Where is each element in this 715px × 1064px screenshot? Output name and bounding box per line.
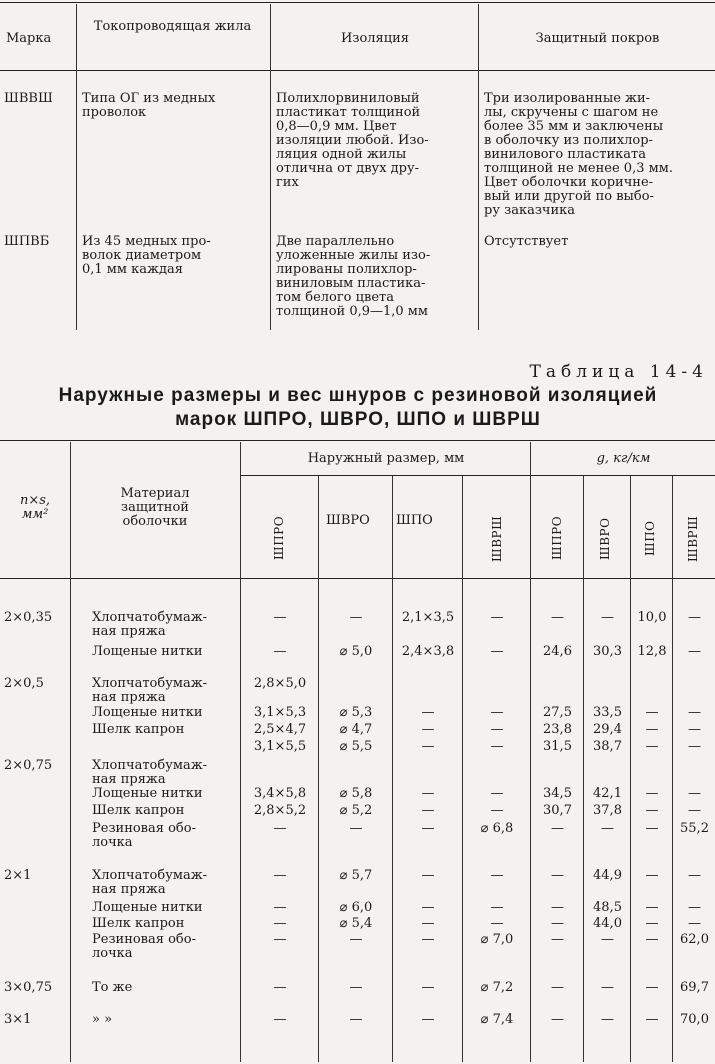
cell-value: —	[645, 739, 659, 754]
cell-value: ⌀ 7,4	[480, 1012, 514, 1027]
cell-value: 10,0	[637, 610, 667, 625]
cell-value: —	[645, 900, 659, 915]
cell-value: —	[421, 821, 435, 836]
cell-value: ⌀ 5,0	[339, 644, 373, 659]
col-divider	[392, 476, 393, 1062]
cell-value: —	[421, 1012, 435, 1027]
cell-value: —	[490, 739, 504, 754]
table-1-header-rule	[0, 70, 715, 71]
cell-value: ⌀ 6,8	[480, 821, 514, 836]
cell-material: Хлопчатобумаж- ная пряжа	[92, 676, 208, 705]
table-1-col-divider	[478, 4, 479, 330]
cell-material: Шелк капрон	[92, 803, 185, 818]
table-1-col-divider	[270, 4, 271, 330]
cell-value: —	[273, 1012, 287, 1027]
cell-value: —	[273, 644, 287, 659]
cell-ns: 2×0,5	[4, 676, 44, 691]
header-weight: g, кг/км	[596, 451, 651, 466]
cell-value: ⌀ 7,0	[480, 932, 514, 947]
cell-value: 30,3	[593, 644, 622, 659]
cell-value: —	[645, 786, 659, 801]
cell-value: —	[421, 705, 435, 720]
weight-col-shvrsh: ШВРШ	[686, 515, 700, 562]
row-mark: ШВВШ	[4, 91, 53, 106]
cell-value: —	[421, 900, 435, 915]
cell-material: Шелк капрон	[92, 916, 185, 931]
cell-value: —	[688, 916, 701, 931]
cell-value: 34,5	[543, 786, 572, 801]
cell-value: —	[688, 868, 701, 883]
cell-value: ⌀ 5,3	[339, 705, 373, 720]
cell-value: —	[273, 821, 287, 836]
cell-value: —	[490, 868, 504, 883]
cell-value: 2,1×3,5	[401, 610, 455, 625]
cell-value: —	[421, 916, 435, 931]
cell-value: —	[273, 610, 287, 625]
cell-value: 55,2	[680, 821, 709, 836]
cell-value: 12,8	[637, 644, 667, 659]
table-2-top-rule	[0, 440, 715, 441]
header-ns: n×s, мм²	[19, 493, 51, 522]
table-1-top-rule	[0, 2, 715, 3]
cell-value: —	[645, 980, 659, 995]
cell-material: То же	[92, 980, 133, 995]
cell-value: —	[645, 803, 659, 818]
table-1-col-divider	[76, 4, 77, 330]
cell-value: 31,5	[543, 739, 572, 754]
cell-value: —	[421, 980, 435, 995]
cell-value: 70,0	[680, 1012, 709, 1027]
cell-value: —	[490, 900, 504, 915]
cell-value: ⌀ 4,7	[339, 722, 373, 737]
cell-value: —	[490, 644, 504, 659]
cell-material: Резиновая обо- лочка	[92, 932, 196, 961]
row-insulation: Полихлорвиниловый пластикат толщиной 0,8—0,9 мм. Цвет изоляции любой. Изо- ляция одной жилы отлична от двух дру- гих	[276, 91, 429, 190]
cell-value: —	[688, 803, 701, 818]
weight-col-shpo: ШПО	[643, 520, 657, 556]
cell-material: Резиновая обо- лочка	[92, 821, 196, 850]
table-title-line-1: Наружные размеры и вес шнуров с резиновой изоляцией	[58, 385, 658, 406]
cell-value: —	[490, 610, 504, 625]
cell-value: 62,0	[680, 932, 709, 947]
cell-value: —	[601, 932, 614, 947]
cell-value: ⌀ 5,5	[339, 739, 373, 754]
cell-value: —	[551, 980, 564, 995]
cell-value: —	[551, 868, 564, 883]
col-divider	[583, 476, 584, 1062]
col-divider	[630, 476, 631, 1062]
cell-value: —	[421, 803, 435, 818]
cell-value: —	[421, 722, 435, 737]
header-cover: Защитный покров	[535, 31, 660, 46]
size-col-shvro: ШВРО	[326, 513, 370, 528]
cell-value: —	[551, 610, 564, 625]
header-conductor: Токопроводящая жила	[93, 19, 252, 34]
cell-ns: 2×1	[4, 868, 32, 883]
cell-value: —	[349, 1012, 363, 1027]
cell-value: —	[645, 868, 659, 883]
cell-value: ⌀ 6,0	[339, 900, 373, 915]
cell-value: 2,5×4,7	[253, 722, 307, 737]
table-2-header-rule	[0, 578, 715, 579]
cell-value: —	[421, 868, 435, 883]
cell-ns: 3×0,75	[4, 980, 53, 995]
cell-material: Лощеные нитки	[92, 705, 203, 720]
cell-value: —	[551, 932, 564, 947]
cell-value: —	[490, 705, 504, 720]
cell-material: Хлопчатобумаж- ная пряжа	[92, 610, 208, 639]
cell-material: Лощеные нитки	[92, 900, 203, 915]
cell-value: 29,4	[593, 722, 622, 737]
cell-value: —	[688, 644, 701, 659]
size-col-shpro: ШПРО	[272, 515, 286, 560]
cell-value: 37,8	[593, 803, 622, 818]
cell-value: —	[490, 803, 504, 818]
cell-material: Хлопчатобумаж- ная пряжа	[92, 758, 208, 787]
header-material: Материал защитной оболочки	[120, 486, 190, 529]
cell-value: —	[551, 900, 564, 915]
cell-value: —	[490, 916, 504, 931]
cell-value: —	[645, 821, 659, 836]
cell-material: Хлопчатобумаж- ная пряжа	[92, 868, 208, 897]
cell-value: —	[349, 980, 363, 995]
cell-value: —	[551, 1012, 564, 1027]
col-divider	[462, 476, 463, 1062]
size-col-shvrsh: ШВРШ	[490, 515, 504, 562]
cell-value: 3,1×5,3	[253, 705, 307, 720]
cell-value: —	[688, 610, 701, 625]
cell-value: 48,5	[593, 900, 622, 915]
cell-value: —	[645, 722, 659, 737]
header-insulation: Изоляция	[341, 31, 409, 46]
cell-value: 42,1	[593, 786, 622, 801]
cell-material: Лощеные нитки	[92, 644, 203, 659]
table-caption: Таблица 14-4	[529, 362, 708, 382]
cell-value: ⌀ 5,7	[339, 868, 373, 883]
row-cover: Три изолированные жи- лы, скручены с шагом не более 35 мм и заключены в оболочку из полихлор- винилового пластиката толщиной не менее 0,3 мм. Цвет оболочки коричне- вый или другой по выбо- ру заказчика	[484, 91, 673, 218]
cell-material: Лощеные нитки	[92, 786, 203, 801]
cell-value: 2,8×5,2	[253, 803, 307, 818]
cell-value: —	[688, 786, 701, 801]
cell-value: —	[490, 722, 504, 737]
row-insulation: Две параллельно уложенные жилы изо- лированы полихлор- виниловым пластика- том белого цвета толщиной 0,9—1,0 мм	[276, 234, 431, 319]
cell-value: —	[273, 868, 287, 883]
cell-value: 3,4×5,8	[253, 786, 307, 801]
row-mark: ШПВБ	[4, 234, 50, 249]
cell-value: —	[645, 705, 659, 720]
cell-value: —	[601, 980, 614, 995]
cell-value: —	[273, 980, 287, 995]
cell-value: —	[421, 786, 435, 801]
cell-value: ⌀ 5,8	[339, 786, 373, 801]
cell-value: 69,7	[680, 980, 709, 995]
size-col-shpo: ШПО	[396, 513, 433, 528]
cell-value: ⌀ 5,4	[339, 916, 373, 931]
row-conductor: Типа ОГ из медных проволок	[82, 91, 216, 120]
cell-value: 3,1×5,5	[253, 739, 307, 754]
weight-col-shvro: ШВРО	[598, 517, 612, 560]
col-divider	[240, 442, 241, 1062]
cell-value: —	[349, 821, 363, 836]
weight-col-shpro: ШПРО	[550, 515, 564, 560]
cell-value: —	[601, 1012, 614, 1027]
cell-value: —	[349, 610, 363, 625]
cell-value: —	[349, 932, 363, 947]
cell-value: 30,7	[543, 803, 572, 818]
cell-value: —	[601, 821, 614, 836]
row-cover: Отсутствует	[484, 234, 569, 249]
header-mark: Марка	[6, 31, 52, 46]
col-divider	[530, 442, 531, 1062]
table-title-line-2: марок ШПРО, ШВРО, ШПО и ШВРШ	[175, 409, 541, 430]
cell-value: —	[551, 821, 564, 836]
cell-value: —	[601, 610, 614, 625]
cell-material: Шелк капрон	[92, 722, 185, 737]
cell-value: —	[421, 739, 435, 754]
cell-value: 2,8×5,0	[253, 676, 307, 691]
cell-value: —	[645, 1012, 659, 1027]
cell-ns: 3×1	[4, 1012, 32, 1027]
cell-value: 44,0	[593, 916, 622, 931]
cell-ns: 2×0,35	[4, 610, 53, 625]
cell-value: 2,4×3,8	[401, 644, 455, 659]
cell-value: —	[273, 900, 287, 915]
cell-value: 24,6	[543, 644, 572, 659]
cell-value: ⌀ 7,2	[480, 980, 514, 995]
row-conductor: Из 45 медных про- волок диаметром 0,1 мм каждая	[82, 234, 211, 277]
cell-value: —	[688, 900, 701, 915]
cell-value: —	[273, 932, 287, 947]
cell-value: 44,9	[593, 868, 622, 883]
cell-value: —	[645, 932, 659, 947]
cell-material: » »	[92, 1012, 113, 1027]
cell-value: —	[688, 739, 701, 754]
cell-value: —	[421, 932, 435, 947]
cell-value: —	[490, 786, 504, 801]
cell-ns: 2×0,75	[4, 758, 53, 773]
cell-value: —	[273, 916, 287, 931]
cell-value: —	[688, 722, 701, 737]
col-divider	[672, 476, 673, 1062]
header-outer-size: Наружный размер, мм	[307, 451, 465, 466]
cell-value: —	[645, 916, 659, 931]
cell-value: 27,5	[543, 705, 572, 720]
cell-value: 33,5	[593, 705, 622, 720]
cell-value: —	[688, 705, 701, 720]
col-divider	[318, 476, 319, 1062]
cell-value: ⌀ 5,2	[339, 803, 373, 818]
cell-value: 23,8	[543, 722, 572, 737]
cell-value: —	[551, 916, 564, 931]
col-divider	[70, 442, 71, 1062]
table-2-subheader-rule	[240, 475, 715, 476]
cell-value: 38,7	[593, 739, 622, 754]
